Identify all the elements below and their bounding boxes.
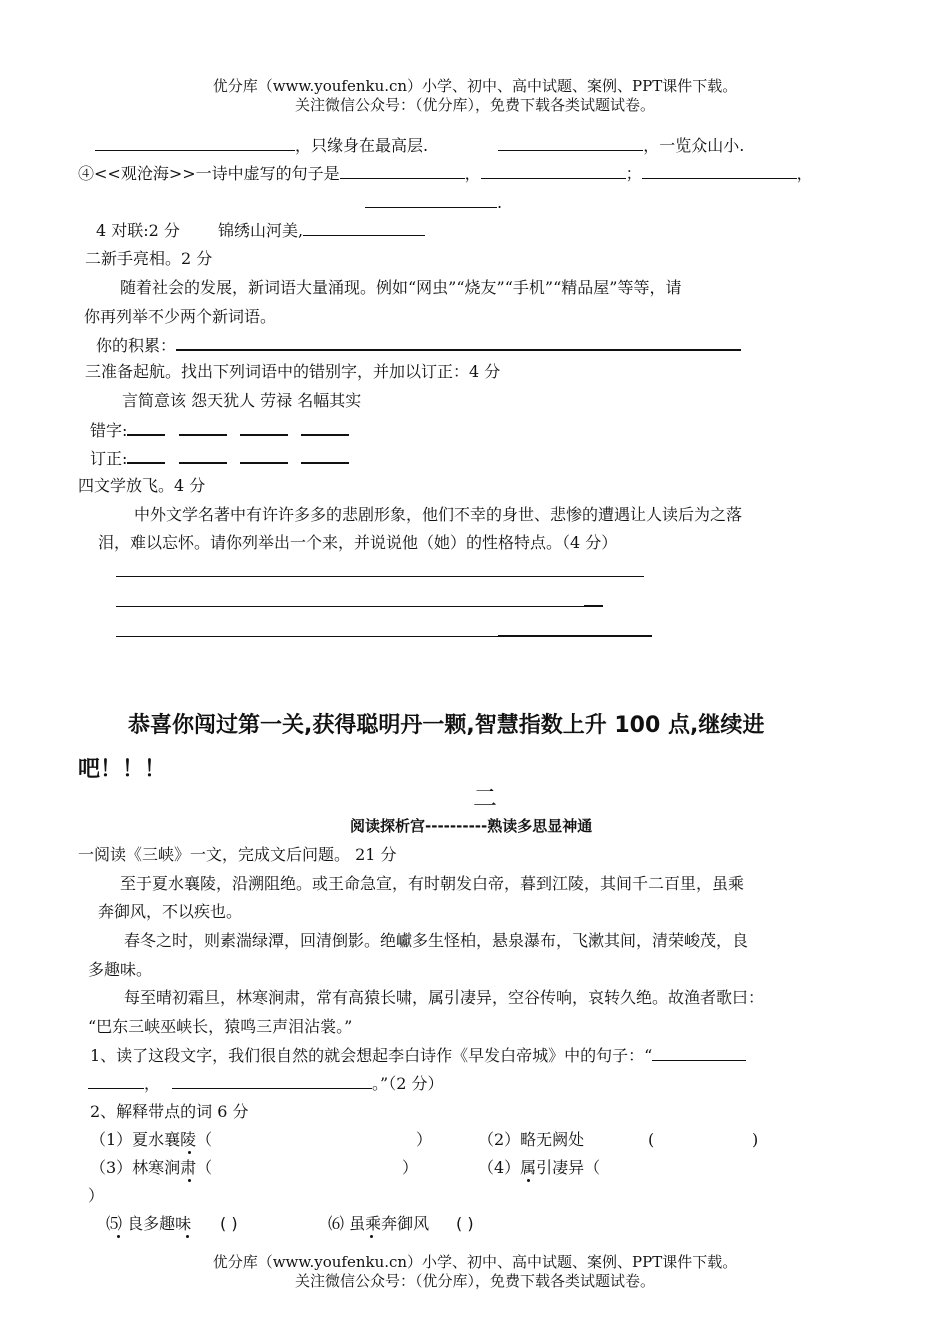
blank [340,164,465,179]
q2-item-3: （3）林寒涧肃（ [90,1158,213,1177]
blank [240,448,288,464]
blank [652,1046,746,1061]
blank [127,420,165,436]
answer-blank [176,335,741,351]
section-2-answer [96,335,741,356]
q2-item-4: （4）属引凄异（ [478,1158,601,1177]
part-2-subtitle: 阅读探析宫----------熟读多思显神通 [350,817,593,835]
section-4-p1: 中外文学名著中有许许多多的悲剧形象，他们不幸的身世、悲惨的遭遇让人读后为之落 [134,505,743,524]
blank [303,221,425,236]
answer-label: 你的积累： [96,336,177,355]
q2-item-2: （2）略无阙处 [478,1130,585,1149]
couplet-text: 锦绣山河美, [217,221,304,240]
blank [179,448,227,464]
q2-item-2-close: ) [752,1130,759,1149]
header-line-2: 关注微信公众号：（优分库），免费下载各类试题试卷。 [294,96,655,114]
blank [127,448,165,464]
passage-p2b: 多趣味。 [88,960,153,979]
wrong-chars-row [90,420,349,441]
blank [481,164,626,179]
blank [642,164,797,179]
sep: ， [464,164,481,183]
answer-line [584,605,603,607]
passage-p1b: 奔御风，不以疾也。 [98,902,243,921]
passage-p3b: “巴东三峡巫峡长，猿鸣三声泪沾裳。” [88,1017,353,1036]
blank [240,420,288,436]
answer-line [116,576,644,577]
guancanghai-line-2 [365,193,502,213]
q2-item-4-close: ） [88,1186,105,1205]
congrats-line-2: 吧！！！ [78,757,167,782]
correct-chars-row [90,448,349,469]
couplet-label: 4 对联:2 分 [96,221,180,240]
emphasis-dot [186,1235,189,1238]
q2-item-1-close: ） [416,1130,433,1149]
q1-text: 1、读了这段文字，我们很自然的就会想起李白诗作《早发白帝城》中的句子：“ [90,1046,653,1065]
blank [95,136,295,151]
part-2-number: 二 [473,784,497,812]
q1-end: 。”（2 分） [372,1074,444,1093]
congrats-line-1: 恭喜你闯过第一关,获得聪明丹一颗,智慧指数上升 100 点,继续进 [128,713,765,738]
q2-item-5: ⑸ 良多趣味 [106,1214,192,1233]
q2-item-5-parens: ( ) [220,1214,238,1233]
poem-line [95,136,744,156]
blank [172,1074,372,1089]
q2-item-3-close: ） [402,1158,419,1177]
section-4-title: 四文学放飞。4 分 [78,476,206,495]
passage-p3a: 每至晴初霜旦，林寒涧肃，常有高猿长啸，属引凄异，空谷传响，哀转久绝。故渔者歌曰： [124,988,765,1007]
poem-b: ，一览众山小. [643,136,745,155]
section-3-words: 言简意该 怨天犹人 劳禄 名幅其实 [122,391,362,410]
emphasis-dot [188,1151,191,1154]
blank [365,193,497,208]
guancanghai-line [78,164,813,184]
emphasis-dot [117,1235,120,1238]
answer-line [116,636,498,637]
sep: ， [144,1074,161,1093]
q2-item-6-parens: ( ) [456,1214,474,1233]
q1-line-a [90,1046,746,1066]
guancanghai-prefix: ④<<观沧海>>一诗中虚写的句子是 [78,164,340,183]
emphasis-dot [188,1179,191,1182]
blank [179,420,227,436]
end: . [497,193,503,212]
passage-p2a: 春冬之时，则素湍绿潭，回清倒影。绝巘多生怪柏，悬泉瀑布，飞漱其间，清荣峻茂，良 [124,931,749,950]
emphasis-dot [527,1179,530,1182]
passage-p1a: 至于夏水襄陵，沿溯阻绝。或王命急宣，有时朝发白帝，暮到江陵，其间千二百里，虽乘 [120,874,745,893]
header-line-1: 优分库（www.youfenku.cn）小学、初中、高中试题、案例、PPT课件下载。 [212,77,738,95]
correct-label: 订正: [90,449,128,468]
wrong-label: 错字: [90,421,128,440]
poem-a: ，只缘身在最高层. [295,136,429,155]
q2-title: 2、解释带点的词 6 分 [90,1102,249,1121]
blank [301,448,349,464]
blank [498,136,643,151]
answer-line [498,635,652,637]
q1-line-b [88,1074,443,1094]
footer-line-1: 优分库（www.youfenku.cn）小学、初中、高中试题、案例、PPT课件下载。 [212,1253,738,1271]
blank [301,420,349,436]
section-2-p2: 你再列举不少两个新词语。 [84,307,277,326]
q2-item-1: （1）夏水襄陵（ [90,1130,213,1149]
section-2-title: 二新手亮相。2 分 [85,249,213,268]
answer-line [116,606,584,607]
blank [88,1074,144,1089]
q2-item-2-open: ( [648,1130,655,1149]
section-4-p2: 泪，难以忘怀。请你列举出一个来，并说说他（她）的性格特点。（4 分） [98,533,618,552]
sep: ； [625,164,642,183]
emphasis-dot [370,1235,373,1238]
section-2-p1: 随着社会的发展，新词语大量涌现。例如“网虫”“烧友”“手机”“精品屋”等等，请 [120,278,682,297]
q2-item-6: ⑹ 虽乘奔御风 [328,1214,430,1233]
couplet-line [96,221,425,241]
question-1-title: 一阅读《三峡》一文，完成文后问题。 21 分 [78,845,397,864]
sep: ， [796,164,813,183]
section-3-title: 三准备起航。找出下列词语中的错别字，并加以订正：4 分 [85,362,501,381]
footer-line-2: 关注微信公众号：（优分库），免费下载各类试题试卷。 [294,1272,655,1290]
